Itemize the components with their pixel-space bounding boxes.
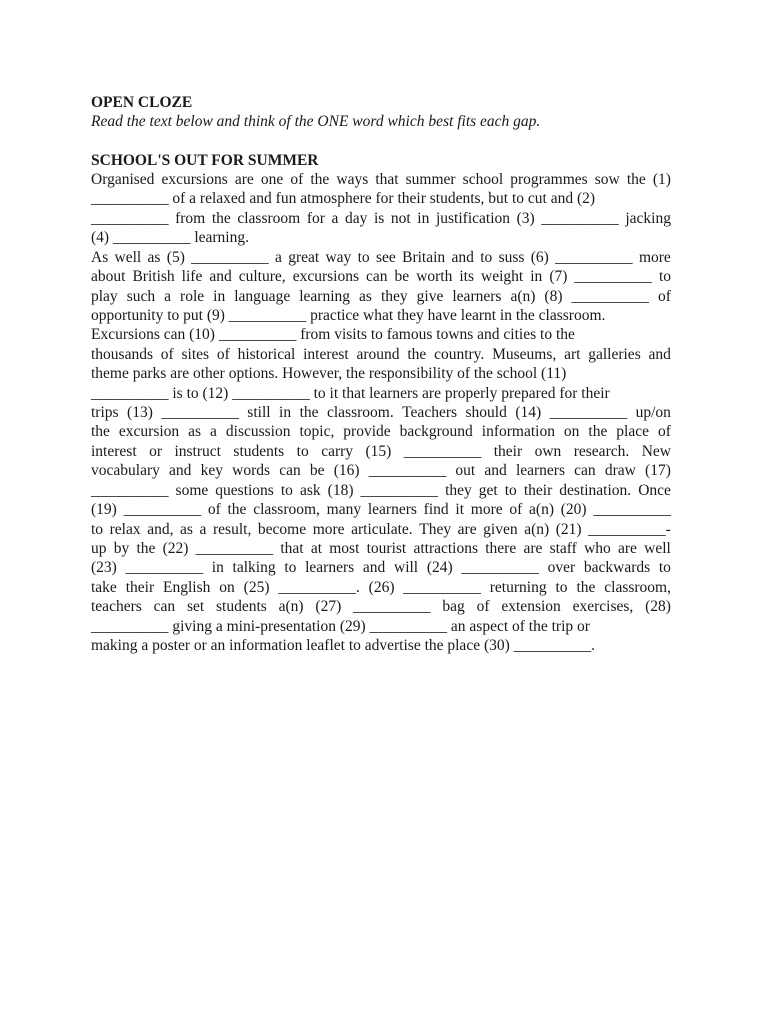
instruction-text: Read the text below and think of the ONE word which best fits each gap. (91, 113, 541, 130)
article-line: Excursions can (10) __________ from visits to famous towns and cities to the (91, 326, 575, 344)
article-line: take their English on (25) __________. (26) __________ returning to the classroom, (91, 578, 671, 596)
article-line: theme parks are other options. However, the responsibility of the school (11) (91, 365, 567, 383)
article-line: teachers can set students a(n) (27) __________ bag of extension exercises, (28) (91, 598, 671, 616)
article-line: (4) __________ learning. (91, 229, 249, 247)
article-line: to relax and, as a result, become more articulate. They are given a(n) (21) __________- (91, 520, 671, 538)
article-line: __________ some questions to ask (18) __________ they get to their destination. Once (91, 481, 671, 499)
article-line: __________ giving a mini-presentation (29) __________ an aspect of the trip or (91, 617, 590, 635)
article-heading: SCHOOL'S OUT FOR SUMMER (91, 151, 319, 169)
article-line: thousands of sites of historical interest around the country. Museums, art galleries and (91, 345, 671, 363)
article-line: up by the (22) __________ that at most tourist attractions there are staff who are well (91, 540, 671, 558)
article-line: play such a role in language learning as they give learners a(n) (8) __________ of (91, 287, 671, 305)
worksheet-title: OPEN CLOZE (91, 94, 193, 111)
article-line: opportunity to put (9) __________ practice what they have learnt in the classroom. (91, 306, 606, 324)
article-line: (19) __________ of the classroom, many learners find it more of a(n) (20) __________ (91, 501, 671, 519)
article-line: trips (13) __________ still in the classroom. Teachers should (14) __________ up/on (91, 404, 671, 422)
article-line: about British life and culture, excursions can be worth its weight in (7) __________ to (91, 268, 671, 286)
article-line: __________ of a relaxed and fun atmosphere for their students, but to cut and (2) (91, 190, 596, 208)
article-line: interest or instruct students to carry (15) __________ their own research. New (91, 442, 671, 460)
article-line: (23) __________ in talking to learners and will (24) __________ over backwards to (91, 559, 671, 577)
article-line: making a poster or an information leaflet to advertise the place (30) __________. (91, 637, 596, 655)
article-line: __________ from the classroom for a day is not in justification (3) __________ jacking (91, 209, 671, 227)
article-line: Organised excursions are one of the ways that summer school programmes sow the (1) (91, 171, 671, 188)
worksheet-page (91, 93, 671, 656)
article-line: vocabulary and key words can be (16) __________ out and learners can draw (17) (91, 462, 671, 480)
article-line: As well as (5) __________ a great way to see Britain and to suss (6) __________ more (91, 248, 671, 266)
section-spacer (91, 132, 671, 151)
article-line: __________ is to (12) __________ to it that learners are properly prepared for their (91, 384, 610, 402)
article-line: the excursion as a discussion topic, provide background information on the place of (91, 423, 671, 441)
article-body (91, 170, 671, 656)
